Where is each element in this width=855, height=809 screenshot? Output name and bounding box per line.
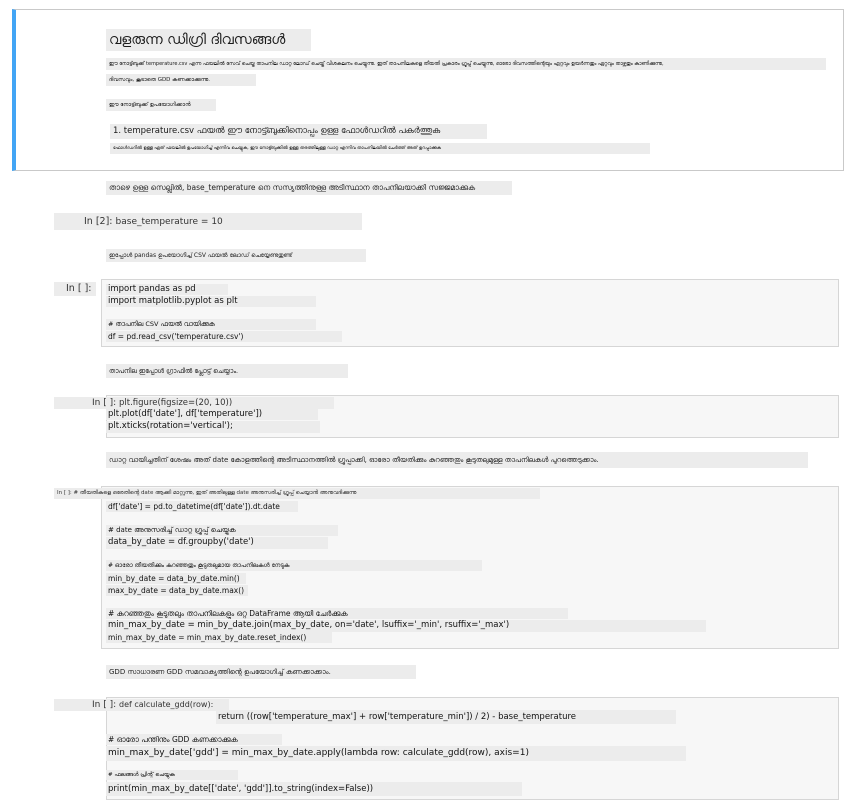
markdown-gdd-formula: GDD സാധാരണ GDD സമവാക്യത്തിന്റെ ഉപയോഗിച്ച് കണക്കാക്കാം.	[106, 665, 416, 679]
code-cell-base-temperature[interactable]	[54, 213, 362, 230]
code-line: min_max_by_date = min_max_by_date.reset_index()	[106, 632, 332, 643]
code-line: plt.figure(figsize=(20, 10))	[119, 398, 233, 408]
usage-step-1: 1. temperature.csv ഫയൽ ഈ നോട്ട്ബുക്കിനൊപ്പം ഉള്ള ഫോൾഡറിൽ പകർത്തുക	[110, 124, 487, 139]
markdown-group-by-date: ഡാറ്റ വായിച്ചതിന് ശേഷം അത് date കോളത്തിന്റെ അടിസ്ഥാനത്തിൽ ഗ്രൂപ്പാക്കി, ഓരോ തീയതിക്കും കുറഞ്ഞതും കൂടുതലുമുള്ള താപനിലകൾ പുറത്തെടുക്കാം.	[106, 452, 808, 468]
code-line: data_by_date = df.groupby('date')	[106, 537, 328, 549]
code-line: df = pd.read_csv('temperature.csv')	[106, 331, 342, 342]
code-line: return ((row['temperature_max'] + row['temperature_min']) / 2) - base_temperature	[216, 710, 676, 724]
notebook-title: വളരുന്ന ഡിഗ്രി ദിവസങ്ങൾ	[106, 29, 311, 51]
cell-prompt: In [ ]:	[54, 282, 96, 296]
code-comment: # കുറഞ്ഞതും കൂടുതലും താപനിലകളും ഒറ്റ DataFrame ആയി ചേർക്കുക	[106, 608, 568, 619]
code-line: min_max_by_date['gdd'] = min_max_by_date.apply(lambda row: calculate_gdd(row), axis=1)	[106, 746, 686, 761]
markdown-load-csv: ഇപ്പോൾ pandas ഉപയോഗിച്ച് CSV ഫയൽ ലോഡ് ചെയ്യേണ്ടതുണ്ട്	[106, 249, 366, 262]
cell-prompt: In [ ]:	[92, 700, 117, 710]
code-line: import matplotlib.pyplot as plt	[106, 296, 316, 307]
cell-prompt-row	[54, 488, 540, 499]
code-line: min_by_date = data_by_date.min()	[106, 573, 246, 584]
code-line: max_by_date = data_by_date.max()	[106, 585, 248, 596]
code-line: print(min_max_by_date[['date', 'gdd']].to_string(index=False))	[106, 782, 522, 796]
code-comment: # ഓരോ പന്തിനും GDD കണക്കാക്കുക	[106, 734, 282, 745]
cell-prompt-row	[54, 397, 334, 409]
code-comment: # ഫലങ്ങൾ പ്രിന്റ് ചെയ്യുക	[106, 770, 238, 780]
code-line: min_max_by_date = min_by_date.join(max_by_date, on='date', lsuffix='_min', rsuffix='_max')	[106, 620, 706, 632]
cell-prompt: In [2]:	[84, 216, 113, 227]
code-comment: # ഓരോ തീയതിക്കും കുറഞ്ഞതും കൂടുതലുമായ താപനിലകൾ നേടുക	[106, 560, 482, 571]
usage-heading: ഈ നോട്ട്ബുക്ക് ഉപയോഗിക്കാൻ	[106, 99, 216, 111]
code-comment: # തീയതികളെ ഒരേതിന്റെ date ആക്കി മാറ്റുന്നു, ഇത് അതിലുള്ള date അനുസരിച്ച് ഗ്രൂപ്പ് ചെയ്യാൻ അനുവദിക്കുന്നു	[73, 490, 357, 496]
markdown-plot-graph: താപനില ഇപ്പോൾ ഗ്രാഫിൽ പ്ലോട്ട് ചെയ്യാം.	[106, 364, 348, 378]
code-comment: # date അനുസരിച്ച് ഡാറ്റ ഗ്രൂപ്പ് ചെയ്യുക	[106, 525, 338, 536]
cell-prompt: In [ ]:	[57, 490, 72, 496]
code-line: base_temperature = 10	[115, 217, 223, 227]
cell-prompt-row	[54, 699, 229, 711]
cell-prompt: In [ ]:	[92, 398, 117, 408]
code-comment: # താപനില CSV ഫയൽ വായിക്കുക	[106, 319, 316, 330]
code-line: plt.plot(df['date'], df['temperature'])	[106, 409, 318, 420]
code-line: df['date'] = pd.to_datetime(df['date']).dt.date	[106, 501, 298, 512]
code-line: import pandas as pd	[106, 284, 228, 295]
usage-step-1-note: ഫോൾഡറിൽ ഉള്ള ഏത് ഫയലിൽ ഉപയോഗിച്ച് എന്നിവ ചെയ്യുക, ഈ നോട്ട്ബുക്കിൽ ഉള്ള തരത്തിലുള്ള ഡാറ്റ എന്നിവ താപനിലയിൽ ചേർത്ത് അത് ഉറപ്പാക്കുക	[110, 143, 650, 154]
intro-paragraph-line1: ഈ നോട്ട്ബുക്ക് temperature.csv എന്ന ഫയലിൽ സേവ് ചെയ്ത താപനില ഡാറ്റ ലോഡ് ചെയ്ത് വിശകലനം ചെയ്യുന്നു. ഇത് താപനിലകളെ തീയതി പ്രകാരം ഗ്രൂപ്പ് ചെയ്യുന്നു, ഓരോ ദിവസത്തിന്റെയും ഏറ്റവും ഉയർന്നതും ഏറ്റവും താഴ്ന്നതും കാണിക്കുന്നു,	[106, 58, 826, 70]
markdown-base-temperature: താഴെ ഉള്ള സെല്ലിൽ, base_temperature നെ സസ്യത്തിനുള്ള അടിസ്ഥാന താപനിലയാക്കി സജ്ജമാക്കുക	[106, 181, 512, 195]
code-line: def calculate_gdd(row):	[119, 700, 214, 709]
intro-paragraph-line2: ദിവസവും, കൂടാതെ GDD കണക്കാക്കുന്നു.	[106, 74, 256, 86]
code-line: plt.xticks(rotation='vertical');	[106, 421, 320, 433]
